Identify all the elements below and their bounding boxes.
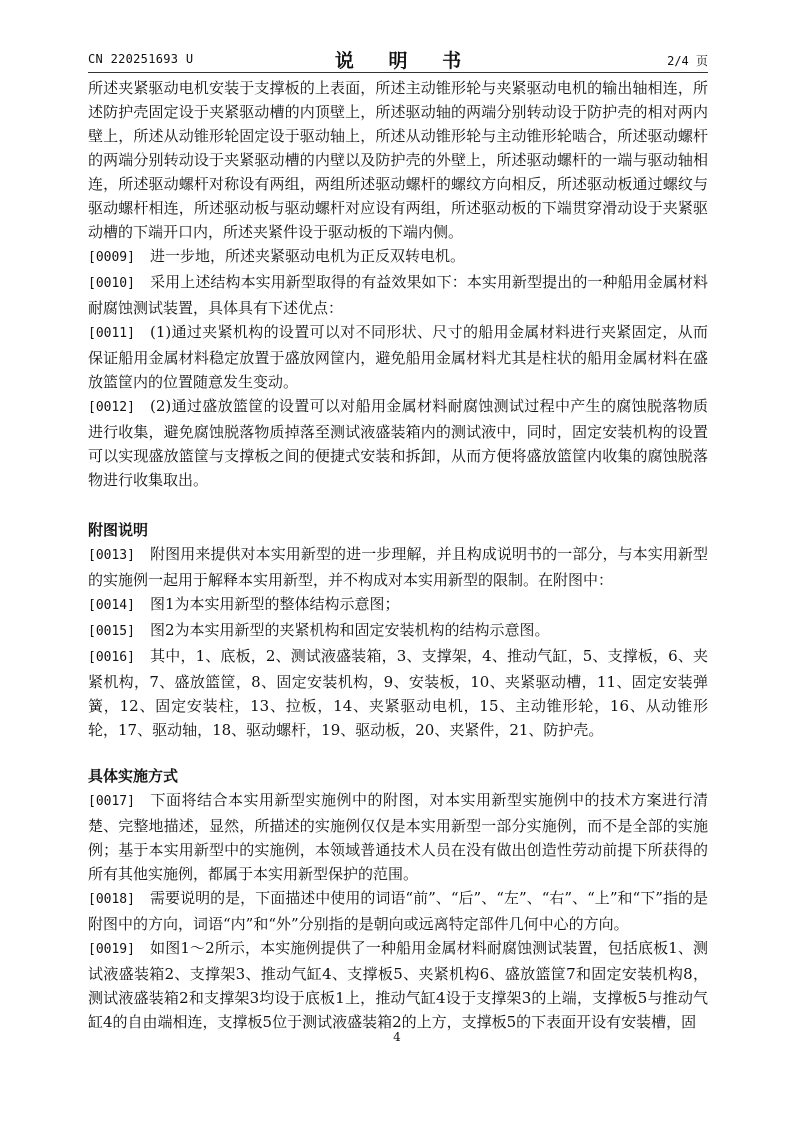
paragraph-text: 如图1～2所示，本实施例提供了一种船用金属材料耐腐蚀测试装置，包括底板1、测试液盛装箱2、支撑架3、推动气缸4、支撑板5、夹紧机构6、盛放篮筐7和固定安装机构8，测试液盛装箱2和支撑架3均设于底板1上，推动气缸4设于支撑架3的上端，支撑板5与推动气缸4的自由端相连，支撑板5位于测试液盛装箱2的上方，支撑板5的下表面开设有安装槽，固 <box>88 939 708 1031</box>
paragraph <box>88 244 708 270</box>
paragraph <box>88 936 708 1034</box>
paragraph <box>88 320 708 394</box>
paragraph <box>88 542 708 592</box>
paragraph-number: [0012] <box>88 400 135 415</box>
paragraph-number: [0014] <box>88 598 135 613</box>
paragraph <box>88 644 708 742</box>
paragraph-text: 下面将结合本实用新型实施例中的附图，对本实用新型实施例中的技术方案进行清楚、完整地描述，显然，所描述的实施例仅仅是本实用新型一部分实施例，而不是全部的实施例；基于本实用新型中的实施例，本领域普通技术人员在没有做出创造性劳动前提下所获得的所有其他实施例，都属于本实用新型保护的范围。 <box>88 791 708 883</box>
section-spacer <box>88 742 708 764</box>
paragraph-number: [0019] <box>88 942 135 957</box>
paragraph <box>88 394 708 492</box>
document-body <box>88 76 708 1034</box>
document-id: CN 220251693 U <box>88 52 194 66</box>
paragraph-number: [0011] <box>88 326 135 341</box>
header-rule <box>88 72 708 73</box>
paragraph-number: [0016] <box>88 650 135 665</box>
paragraph <box>88 270 708 320</box>
paragraph <box>88 76 708 244</box>
paragraph-text: 采用上述结构本实用新型取得的有益效果如下：本实用新型提出的一种船用金属材料耐腐蚀测试装置，具体具有下述优点： <box>88 273 708 317</box>
paragraph <box>88 592 708 618</box>
paragraph <box>88 618 708 644</box>
paragraph-text: 所述夹紧驱动电机安装于支撑板的上表面，所述主动锥形轮与夹紧驱动电机的输出轴相连，所述防护壳固定设于夹紧驱动槽的内顶壁上，所述驱动轴的两端分别转动设于防护壳的相对两内壁上，所述从动锥形轮固定设于驱动轴上，所述从动锥形轮与主动锥形轮啮合，所述驱动螺杆的两端分别转动设于夹紧驱动槽的内壁以及防护壳的外壁上，所述驱动螺杆的一端与驱动轴相连，所述驱动螺杆对称设有两组，两组所述驱动螺杆的螺纹方向相反，所述驱动板通过螺纹与驱动螺杆相连，所述驱动板与驱动螺杆对应设有两组，所述驱动板的下端贯穿滑动设于夹紧驱动槽的下端开口内，所述夹紧件设于驱动板的下端内侧。 <box>88 79 708 241</box>
section-heading-embodiment: 具体实施方式 <box>88 767 179 785</box>
paragraph-number: [0018] <box>88 892 135 907</box>
section-heading-figures: 附图说明 <box>88 521 149 539</box>
page-number: 4 <box>393 1030 401 1044</box>
section-spacer <box>88 492 708 518</box>
document-title: 说 明 书 <box>334 50 476 72</box>
paragraph-text: 图1为本实用新型的整体结构示意图； <box>150 595 400 613</box>
paragraph-text: 附图用来提供对本实用新型的进一步理解，并且构成说明书的一部分，与本实用新型的实施例一起用于解释本实用新型，并不构成对本实用新型的限制。在附图中： <box>88 545 708 589</box>
paragraph-text: 进一步地，所述夹紧驱动电机为正反双转电机。 <box>150 247 466 265</box>
paragraph-text: (1)通过夹紧机构的设置可以对不同形状、尺寸的船用金属材料进行夹紧固定，从而保证船用金属材料稳定放置于盛放网筐内，避免船用金属材料尤其是柱状的船用金属材料在盛放篮筐内的位置随意发生变动。 <box>88 323 708 391</box>
paragraph-number: [0017] <box>88 794 135 809</box>
page-count: 2/4 页 <box>667 54 708 68</box>
paragraph-number: [0010] <box>88 276 135 291</box>
paragraph-text: 其中，1、底板，2、测试液盛装箱，3、支撑架，4、推动气缸，5、支撑板，6、夹紧机构，7、盛放篮筐，8、固定安装机构，9、安装板，10、夹紧驱动槽，11、固定安装弹簧，12、固定安装柱，13、拉板，14、夹紧驱动电机，15、主动锥形轮，16、从动锥形轮，17、驱动轴，18、驱动螺杆，19、驱动板，20、夹紧件，21、防护壳。 <box>88 647 708 739</box>
paragraph-text: 需要说明的是，下面描述中使用的词语“前”、“后”、“左”、“右”、“上”和“下”指的是附图中的方向，词语“内”和“外”分别指的是朝向或远离特定部件几何中心的方向。 <box>88 889 708 933</box>
paragraph-number: [0013] <box>88 548 135 563</box>
paragraph <box>88 886 708 936</box>
paragraph-number: [0009] <box>88 250 135 265</box>
paragraph-text: (2)通过盛放篮筐的设置可以对船用金属材料耐腐蚀测试过程中产生的腐蚀脱落物质进行收集，避免腐蚀脱落物质掉落至测试液盛装箱内的测试液中，同时，固定安装机构的设置可以实现盛放篮筐与支撑板之间的便捷式安装和拆卸，从而方便将盛放篮筐内收集的腐蚀脱落物进行收集取出。 <box>88 397 708 489</box>
paragraph-text: 图2为本实用新型的夹紧机构和固定安装机构的结构示意图。 <box>150 621 550 639</box>
paragraph-number: [0015] <box>88 624 135 639</box>
paragraph <box>88 788 708 886</box>
